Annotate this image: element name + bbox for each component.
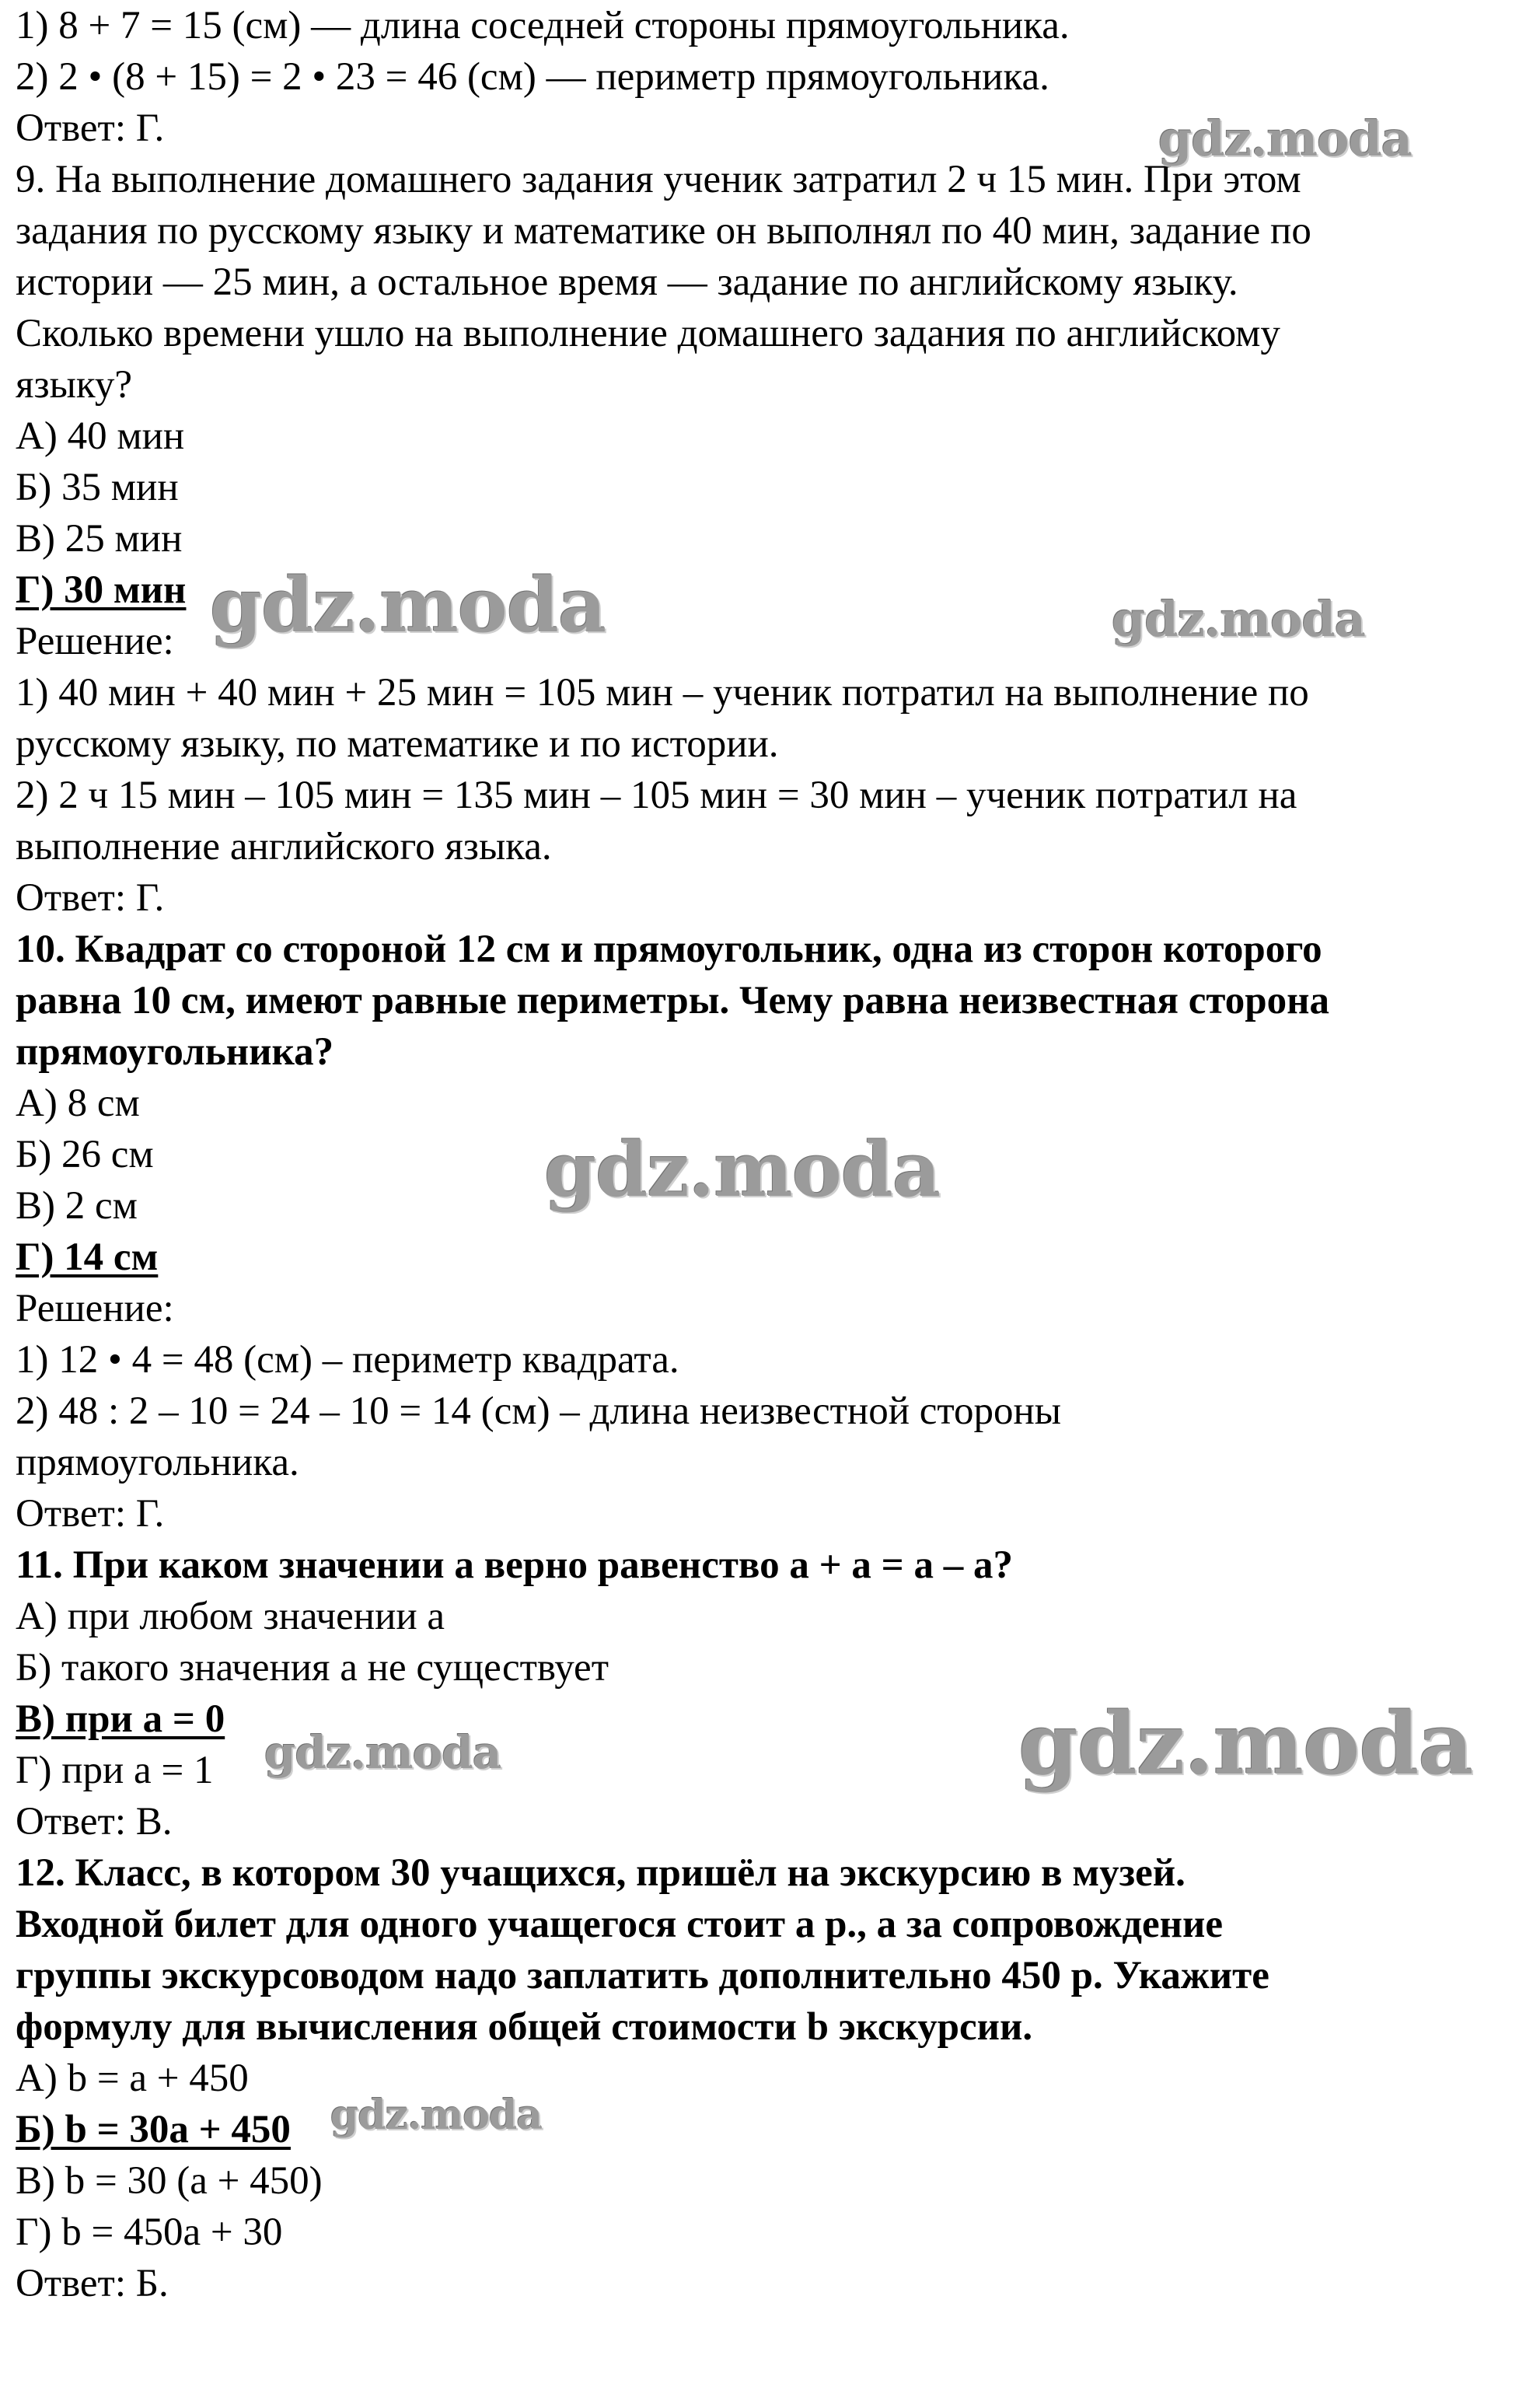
option-g: Г) b = 450а + 30 [16,2211,283,2254]
text-line: прямоугольника. [16,1441,299,1484]
text-line: группы экскурсоводом надо заплатить дополнительно 450 р. Укажите [16,1954,1269,1997]
text-line: 2) 48 : 2 – 10 = 24 – 10 = 14 (см) – длина неизвестной стороны [16,1389,1062,1433]
option-b: Б) такого значения а не существует [16,1646,609,1690]
watermark-logo: gdz.moda [210,561,606,649]
text-line: 1) 40 мин + 40 мин + 25 мин = 105 мин – ученик потратил на выполнение по [16,671,1309,715]
option-a: А) 8 см [16,1082,140,1125]
text-line: формулу для вычисления общей стоимости b экскурсии. [16,2005,1033,2049]
text-line: Ответ: Г. [16,107,165,150]
answer-line: Ответ: Б. [16,2262,169,2305]
text-line: 1) 8 + 7 = 15 (см) — длина соседней стороны прямоугольника. [16,4,1070,47]
watermark-logo: gdz.moda [1018,1693,1473,1794]
text-line: Входной билет для одного учащегося стоит а р., а за сопровождение [16,1903,1224,1946]
solution-heading: Решение: [16,620,174,663]
answer-line: Ответ: Г. [16,1492,165,1536]
text-line: задания по русскому языку и математике он выполнял по 40 мин, задание по [16,209,1311,253]
text-line: русскому языку, по математике и по истории. [16,722,779,766]
option-a: А) 40 мин [16,414,185,458]
text-line: 1) 12 • 4 = 48 (см) – периметр квадрата. [16,1338,679,1382]
answer-line: Ответ: Г. [16,876,165,920]
watermark-logo: gdz.moda [330,2092,543,2139]
correct-option: Г) 14 см [16,1235,159,1279]
text-line: языку? [16,363,133,407]
text-line: 2) 2 ч 15 мин – 105 мин = 135 мин – 105 мин = 30 мин – ученик потратил на [16,774,1297,817]
text-line: истории — 25 мин, а остальное время — задание по английскому языку. [16,260,1238,304]
question-10: 10. Квадрат со стороной 12 см и прямоугольник, одна из сторон которого [16,928,1322,971]
text-line: равна 10 см, имеют равные периметры. Чему равна неизвестная сторона [16,979,1329,1022]
option-g: Г) при а = 1 [16,1749,214,1792]
option-v: В) 2 см [16,1184,138,1228]
correct-option: Г) 30 мин [16,568,187,612]
watermark-logo: gdz.moda [1158,110,1412,167]
option-a: А) при любом значении а [16,1595,445,1638]
question-11: 11. При каком значении а верно равенство а + а = а – а? [16,1543,1013,1587]
option-v: В) 25 мин [16,517,183,561]
text-line: 2) 2 • (8 + 15) = 2 • 23 = 46 (см) — периметр прямоугольника. [16,55,1049,99]
watermark-logo: gdz.moda [544,1126,941,1214]
option-a: А) b = а + 450 [16,2057,249,2100]
correct-option: Б) b = 30a + 450 [16,2108,291,2151]
option-b: Б) 26 см [16,1133,154,1176]
correct-option: В) при а = 0 [16,1697,225,1741]
text-line: прямоугольника? [16,1030,334,1074]
option-v: В) b = 30 (а + 450) [16,2159,323,2203]
text-line: выполнение английского языка. [16,825,552,868]
solution-heading: Решение: [16,1287,174,1330]
answer-line: Ответ: В. [16,1800,173,1844]
text-line: Сколько времени ушло на выполнение домашнего задания по английскому [16,312,1280,355]
option-b: Б) 35 мин [16,466,179,509]
watermark-logo: gdz.moda [264,1726,501,1779]
question-9: 9. На выполнение домашнего задания ученик затратил 2 ч 15 мин. При этом [16,158,1301,201]
watermark-logo: gdz.moda [1112,591,1365,648]
question-12: 12. Класс, в котором 30 учащихся, пришёл на экскурсию в музей. [16,1851,1186,1895]
